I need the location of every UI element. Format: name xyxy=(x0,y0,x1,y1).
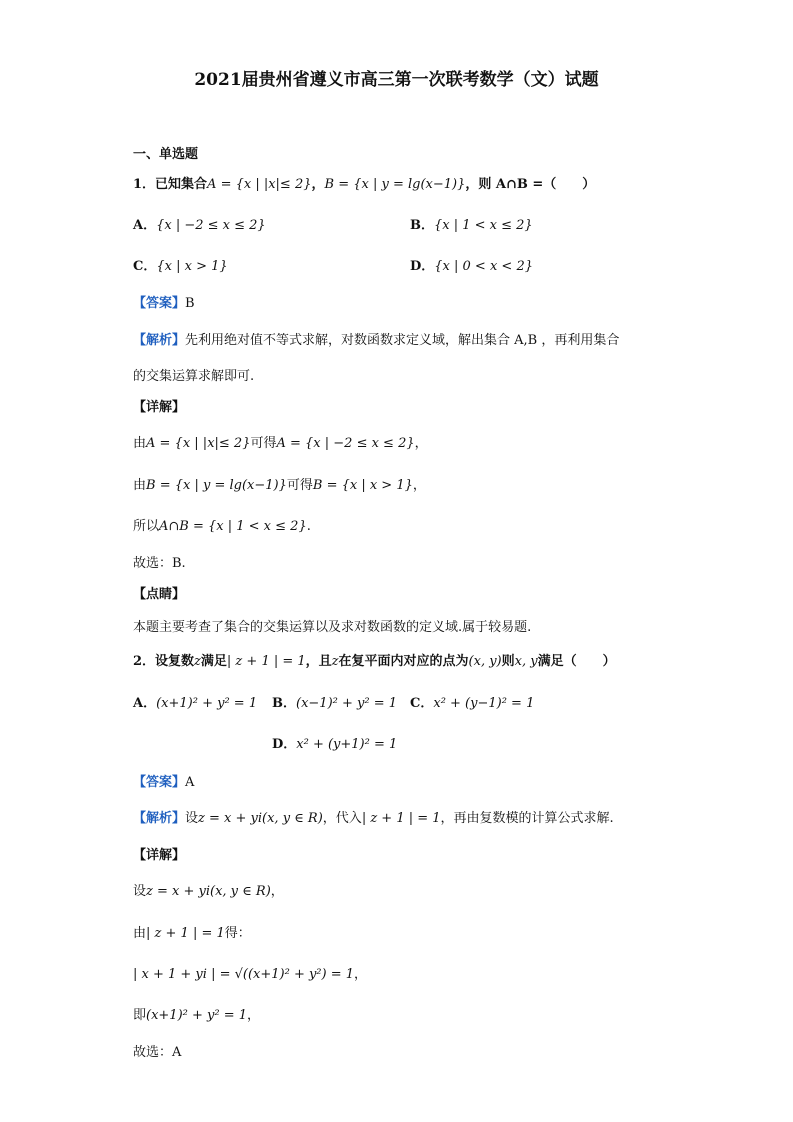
q2-d1-pre: 设 xyxy=(133,884,147,899)
q1-option-d-text: {x | 0 < x < 2} xyxy=(434,259,533,274)
q1-sep: ， xyxy=(311,177,325,192)
q2-d3-post: ， xyxy=(354,967,368,982)
q1-d2-pre: 由 xyxy=(133,478,147,493)
q1-stem xyxy=(133,175,595,195)
q2-option-b-text: (x−1)² + y² = 1 xyxy=(296,696,397,711)
q2-d2-post: 得： xyxy=(224,926,251,941)
q2-detail-line-1 xyxy=(133,882,284,902)
q1-option-a xyxy=(133,216,266,236)
q2-detail-tag: 【详解】 xyxy=(133,848,186,863)
q2-stem-5: 则 xyxy=(501,654,515,669)
q2-stem-4: 在复平面内对应的点为 xyxy=(338,654,469,669)
q2-option-b-label: B． xyxy=(272,696,296,711)
q2-stem-3: ，且 xyxy=(305,654,332,669)
q1-d1-mid: 可得 xyxy=(250,436,277,451)
q2-option-a-label: A． xyxy=(133,696,157,711)
q1-d1-pre: 由 xyxy=(133,436,147,451)
q2-option-b xyxy=(272,694,397,714)
q2-an-math-1: z = x + yi(x, y ∈ R) xyxy=(198,811,323,826)
q2-d1-post: ， xyxy=(270,884,284,899)
q2-d2-pre: 由 xyxy=(133,926,147,941)
q1-detail-line-3 xyxy=(133,517,311,537)
q2-option-a-text: (x+1)² + y² = 1 xyxy=(156,696,258,711)
q1-option-d-label: D． xyxy=(410,259,435,274)
q2-option-d-label: D． xyxy=(272,737,297,752)
q1-comment: 本题主要考查了集合的交集运算以及求对数函数的定义域.属于较易题. xyxy=(133,620,532,635)
q1-set-b: B = {x | y = lg(x−1)} xyxy=(324,177,466,192)
q2-choose: 故选：A xyxy=(133,1045,182,1060)
q1-answer-tag: 【答案】 xyxy=(133,296,186,311)
q1-option-c xyxy=(133,257,228,277)
q2-an-pre: 设 xyxy=(185,811,199,826)
q1-d2-mid: 可得 xyxy=(286,478,313,493)
q2-stem-6: 满足（ ） xyxy=(537,654,616,669)
q2-d1-math: z = x + yi(x, y ∈ R) xyxy=(146,884,271,899)
q1-d3-pre: 所以 xyxy=(133,519,160,534)
q1-detail-line-2 xyxy=(133,476,426,496)
q1-d3-math: A∩B = {x | 1 < x ≤ 2} xyxy=(159,519,307,534)
q2-stem xyxy=(133,652,616,672)
q1-d2-post: ， xyxy=(412,478,426,493)
q1-option-b-label: B． xyxy=(410,218,434,233)
q2-detail-line-2 xyxy=(133,924,251,944)
q1-stem-post: ，则 A∩B =（ ） xyxy=(465,177,596,192)
q1-set-a: A = {x | |x|≤ 2} xyxy=(207,177,312,192)
q1-choose: 故选：B. xyxy=(133,556,186,571)
q1-d1-math-2: A = {x | −2 ≤ x ≤ 2} xyxy=(276,436,415,451)
q1-option-a-text: {x | −2 ≤ x ≤ 2} xyxy=(156,218,266,233)
q2-d2-math: | z + 1 | = 1 xyxy=(146,926,225,941)
q1-stem-pre: 1．已知集合 xyxy=(133,177,208,192)
q1-detail-line-1 xyxy=(133,434,428,454)
q1-d1-post: ， xyxy=(414,436,428,451)
q1-answer-value: B xyxy=(185,296,195,311)
q1-d1-math-1: A = {x | |x|≤ 2} xyxy=(146,436,251,451)
q2-option-c-text: x² + (y−1)² = 1 xyxy=(433,696,535,711)
q1-answer xyxy=(133,294,195,314)
q2-option-d-text: x² + (y+1)² = 1 xyxy=(296,737,398,752)
document-title: 2021届贵州省遵义市高三第一次联考数学（文）试题 xyxy=(194,70,599,90)
q2-stem-1: 2．设复数 xyxy=(133,654,195,669)
q2-stem-math-2: (x, y) xyxy=(468,654,502,669)
q2-option-d xyxy=(272,735,397,755)
q2-options-row-1 xyxy=(133,694,257,714)
q2-an-math-2: | z + 1 | = 1 xyxy=(361,811,441,826)
q2-analysis-tag: 【解析】 xyxy=(133,811,186,826)
q2-stem-z2: z xyxy=(331,654,339,669)
q1-option-b-text: {x | 1 < x ≤ 2} xyxy=(434,218,533,233)
q1-d2-math-2: B = {x | x > 1} xyxy=(312,478,413,493)
q1-d2-math-1: B = {x | y = lg(x−1)} xyxy=(146,478,287,493)
q2-d4-post: ， xyxy=(247,1008,261,1023)
q1-analysis-tag: 【解析】 xyxy=(133,333,186,348)
q1-comment-tag: 【点睛】 xyxy=(133,587,186,602)
q2-analysis xyxy=(133,809,614,829)
q2-stem-math-1: | z + 1 | = 1 xyxy=(226,654,306,669)
q1-detail-tag: 【详解】 xyxy=(133,400,186,415)
q1-analysis-line-1 xyxy=(133,331,619,351)
q2-d3-math: | x + 1 + yi | = √((x+1)² + y²) = 1 xyxy=(133,967,355,982)
q2-stem-math-3: x, y xyxy=(514,654,538,669)
q1-option-d xyxy=(410,257,533,277)
q2-answer-tag: 【答案】 xyxy=(133,775,186,790)
q2-an-mid: ，代入 xyxy=(322,811,362,826)
section-heading: 一、单选题 xyxy=(133,147,199,162)
q2-option-c xyxy=(410,694,534,714)
q2-d4-math: (x+1)² + y² = 1 xyxy=(146,1008,248,1023)
q2-detail-line-4 xyxy=(133,1006,260,1026)
q1-option-c-label: C． xyxy=(133,259,157,274)
q2-answer xyxy=(133,773,194,793)
q2-an-post: ，再由复数模的计算公式求解. xyxy=(440,811,614,826)
q2-answer-value: A xyxy=(185,775,195,790)
q2-d4-pre: 即 xyxy=(133,1008,147,1023)
q2-stem-z: z xyxy=(194,654,201,669)
q1-analysis-text-1: 先利用绝对值不等式求解，对数函数求定义域，解出集合 A,B ，再利用集合 xyxy=(185,333,620,348)
q1-option-c-text: {x | x > 1} xyxy=(156,259,228,274)
q1-option-b xyxy=(410,216,533,236)
q1-option-a-label: A． xyxy=(133,218,157,233)
q1-analysis-line-2: 的交集运算求解即可. xyxy=(133,369,255,384)
q2-detail-line-3 xyxy=(133,965,367,985)
q2-stem-2: 满足 xyxy=(200,654,227,669)
q2-option-c-label: C． xyxy=(410,696,434,711)
q1-d3-post: . xyxy=(306,519,311,534)
